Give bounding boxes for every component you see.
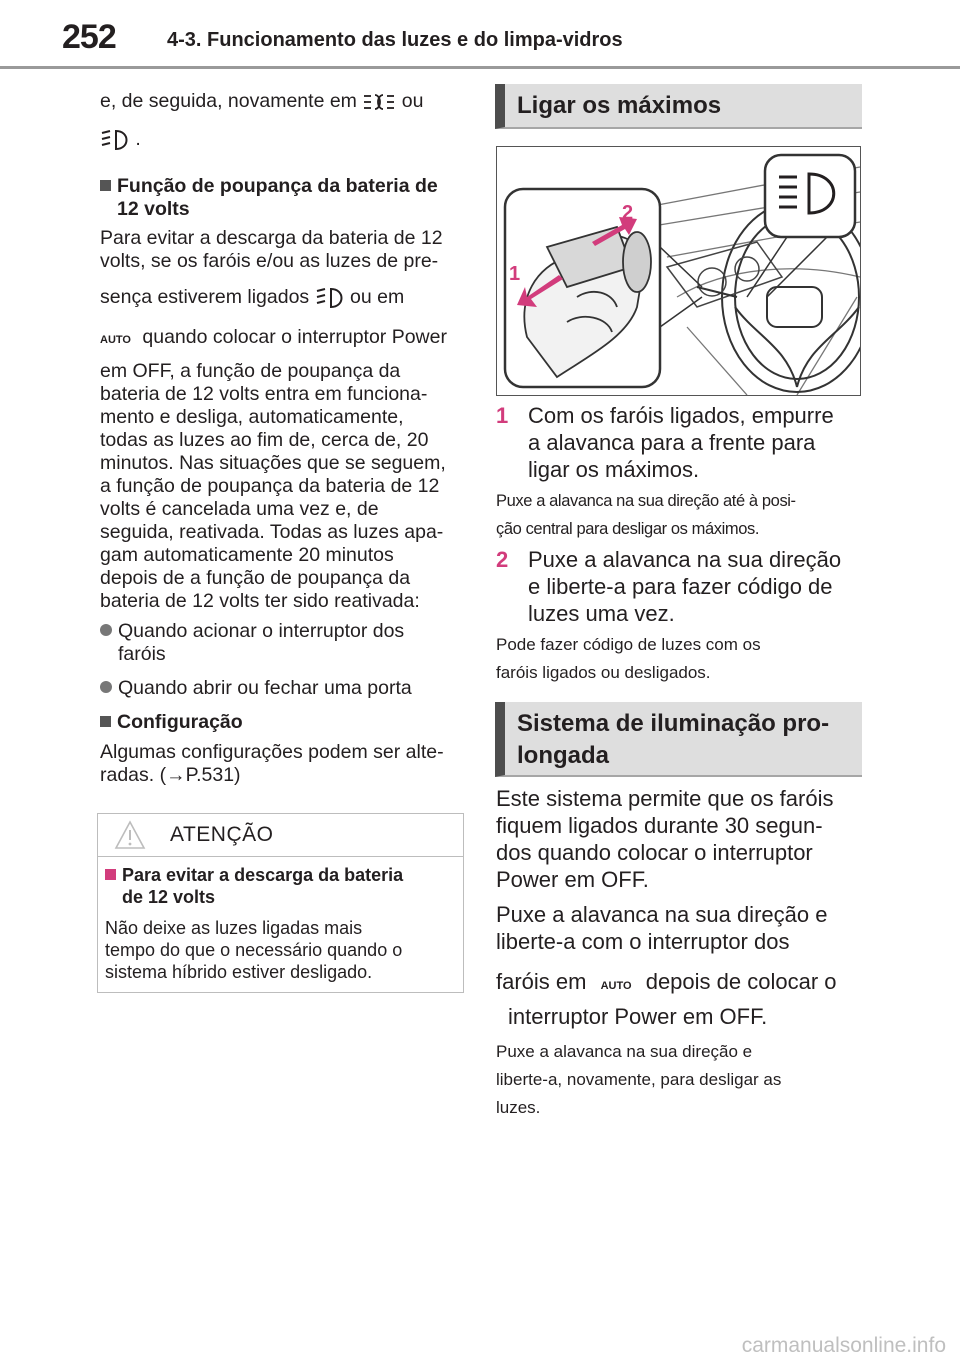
parking-light-icon: [362, 91, 396, 113]
paragraph-line: todas as luzes ao fim de, cerca de, 20: [100, 429, 429, 451]
paragraph-line: Power em OFF.: [496, 867, 649, 892]
warning-box: [97, 813, 464, 993]
battery-heading: Função de poupança da bateria de 12 volts: [100, 175, 438, 221]
note-2: Pode fazer código de luzes com os faróis ligados ou desligados.: [496, 635, 761, 682]
battery-line-3: sença estiverem ligados ou em: [100, 286, 405, 309]
auto-icon: AUTO: [600, 980, 632, 992]
paragraph-line: em OFF, a função de poupança da: [100, 360, 401, 382]
note-1: Puxe a alavanca na sua direção até à posi- ção central para desligar os máximos.: [496, 492, 796, 538]
paragraph-line: bateria de 12 volts ter sido reativada:: [100, 590, 420, 612]
step-number: 1: [496, 403, 509, 428]
paragraph-line: liberte-a com o interruptor dos: [496, 929, 790, 954]
warning-title: ATENÇÃO: [170, 823, 274, 846]
section-heading-high-beam: Ligar os máximos: [495, 84, 862, 129]
paragraph-line: depois de a função de poupança da: [100, 567, 411, 589]
page-number: 252: [62, 18, 116, 56]
extended-lighting-line-8: interruptor Power em OFF.: [508, 1004, 768, 1029]
auto-icon: AUTO: [100, 334, 131, 346]
bullet-item: Quando acionar o interruptor dos faróis: [100, 620, 404, 666]
warning-header: [98, 814, 463, 857]
warning-text: Não deixe as luzes ligadas mais tempo do que o necessário quando o sistema híbrido estiver desligado.: [105, 918, 403, 982]
intro-line-2: [100, 128, 141, 152]
section-title: 4-3. Funcionamento das luzes e do limpa-vidros: [167, 29, 623, 51]
low-beam-icon: [100, 128, 130, 152]
bullet-item: Quando abrir ou fechar uma porta: [100, 677, 412, 700]
intro-or: ou: [401, 90, 424, 112]
paragraph-line: seguida, reativada. Todas as luzes apa-: [100, 521, 444, 543]
paragraph-line: minutos. Nas situações que se seguem,: [100, 452, 446, 474]
intro-period: .: [135, 128, 141, 151]
config-heading: Configuração: [100, 711, 243, 734]
paragraph-line: gam automaticamente 20 minutos: [100, 544, 394, 566]
figure-label-2: 2: [622, 202, 634, 224]
square-bullet-icon: [105, 869, 116, 880]
paragraph-line: Este sistema permite que os faróis: [496, 786, 834, 811]
paragraph-line: dos quando colocar o interruptor: [496, 840, 813, 865]
step-number: 2: [496, 547, 509, 572]
warning-triangle-icon: [114, 820, 146, 850]
config-text: Algumas configurações podem ser alte- radas. (→P.531): [100, 741, 444, 786]
intro-text: e, de seguida, novamente em: [100, 90, 357, 112]
step-2: 2 Puxe a alavanca na sua direção e liberte-a para fazer código de luzes uma vez.: [496, 547, 842, 626]
watermark: carmanualsonline.info: [741, 1334, 946, 1357]
square-bullet-icon: [100, 716, 111, 727]
warning-heading: Para evitar a descarga da bateria de 12 volts: [105, 864, 403, 908]
round-bullet-icon: [100, 681, 112, 693]
battery-paragraph-rest: [100, 360, 446, 613]
headlight-lever-illustration: [496, 146, 861, 396]
paragraph-line: volts é cancelada uma vez e, de: [100, 498, 379, 520]
round-bullet-icon: [100, 624, 112, 636]
paragraph-line: Puxe a alavanca na sua direção e: [496, 902, 828, 927]
paragraph-line: a função de poupança da bateria de 12: [100, 475, 440, 497]
square-bullet-icon: [100, 180, 111, 191]
low-beam-icon: [315, 286, 345, 310]
extended-lighting-body: [496, 785, 833, 955]
intro-line-1: [100, 90, 423, 113]
paragraph-line: mento e desliga, automaticamente,: [100, 406, 404, 428]
header-divider: [0, 66, 960, 69]
battery-paragraph-start: Para evitar a descarga da bateria de 12 volts, se os faróis e/ou as luzes de pre-: [100, 227, 443, 272]
figure-label-1: 1: [509, 263, 521, 285]
section-heading-extended-lighting: Sistema de iluminação pro- longada: [495, 702, 862, 777]
paragraph-line: fiquem ligados durante 30 segun-: [496, 813, 823, 838]
note-3: Puxe a alavanca na sua direção e liberte-a, novamente, para desligar as luzes.: [496, 1042, 782, 1117]
extended-lighting-line-7: faróis em AUTO depois de colocar o: [496, 968, 837, 1000]
paragraph-line: bateria de 12 volts entra em funciona-: [100, 383, 428, 405]
battery-line-4: AUTO quando colocar o interruptor Power: [100, 326, 447, 352]
step-1: 1 Com os faróis ligados, empurre a alavanca para a frente para ligar os máximos.: [496, 403, 834, 482]
